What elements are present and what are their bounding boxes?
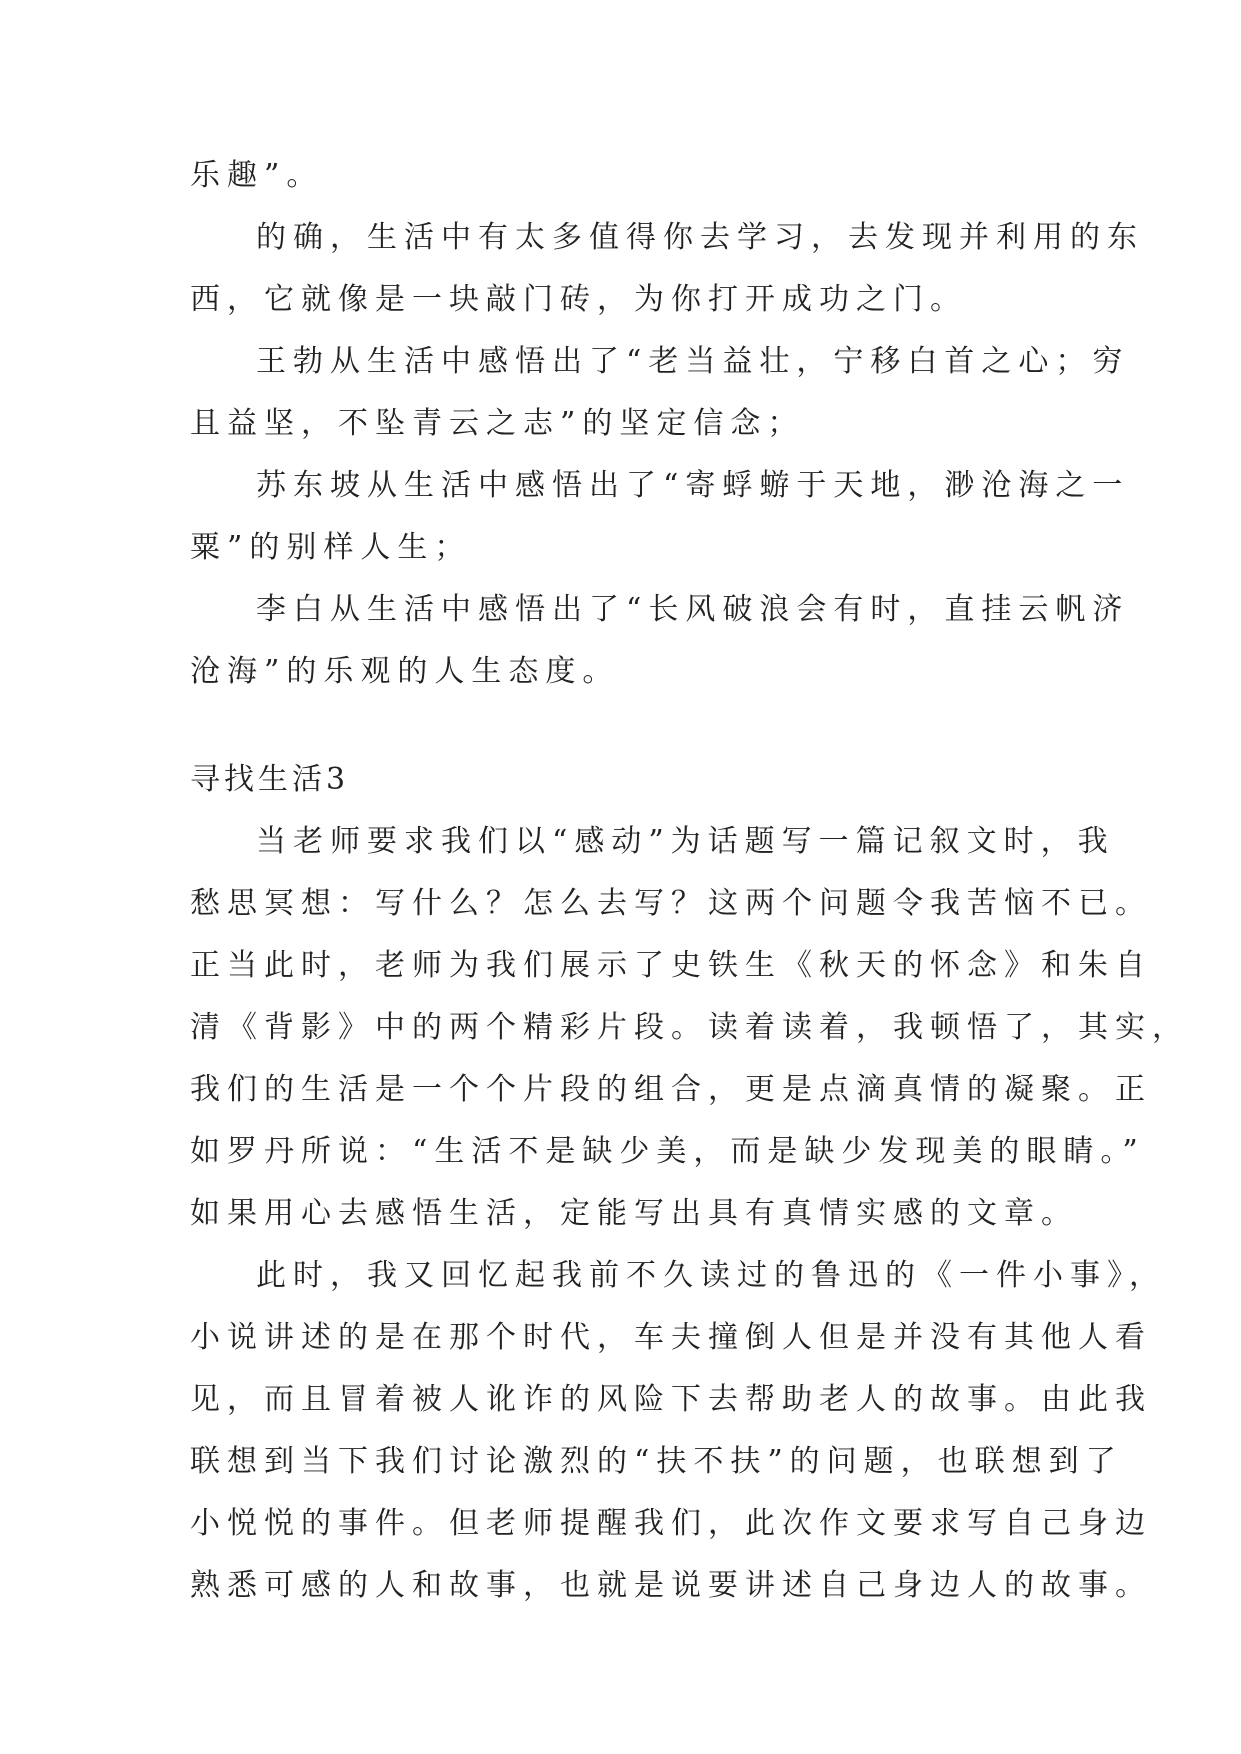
text-line: 西，它就像是一块敲门砖，为你打开成功之门。 (190, 282, 967, 317)
text-line: 当老师要求我们以“感动”为话题写一篇记叙文时，我 (256, 824, 1115, 859)
text-line: 王勃从生活中感悟出了“老当益壮，宁移白首之心；穷 (256, 344, 1130, 379)
text-line: 且益坚，不坠青云之志”的坚定信念； (190, 406, 805, 441)
text-line: 粟”的别样人生； (190, 530, 472, 565)
text-line: 如罗丹所说：“生活不是缺少美，而是缺少发现美的眼睛。” (190, 1134, 1145, 1169)
text-line: 小说讲述的是在那个时代，车夫撞倒人但是并没有其他人看 (190, 1320, 1152, 1355)
section-heading: 寻找生活3 (190, 762, 350, 797)
text-line: 见，而且冒着被人讹诈的风险下去帮助老人的故事。由此我 (190, 1382, 1152, 1417)
text-line: 乐趣”。 (190, 158, 324, 193)
text-line: 愁思冥想：写什么？怎么去写？这两个问题令我苦恼不已。 (190, 886, 1152, 921)
text-line: 沧海”的乐观的人生态度。 (190, 654, 620, 689)
text-line: 如果用心去感悟生活，定能写出具有真情实感的文章。 (190, 1196, 1078, 1231)
text-line: 我们的生活是一个个片段的组合，更是点滴真情的凝聚。正 (190, 1072, 1152, 1107)
text-line: 正当此时，老师为我们展示了史铁生《秋天的怀念》和朱自 (190, 948, 1152, 983)
text-line: 苏东坡从生活中感悟出了“寄蜉蝣于天地，渺沧海之一 (256, 468, 1130, 503)
text-line: 小悦悦的事件。但老师提醒我们，此次作文要求写自己身边 (190, 1506, 1152, 1541)
section-gap (190, 703, 1051, 749)
text-line: 联想到当下我们讨论激烈的“扶不扶”的问题，也联想到了 (190, 1444, 1123, 1479)
text-line: 此时，我又回忆起我前不久读过的鲁迅的《一件小事》， (256, 1258, 1166, 1293)
text-line: 清《背影》中的两个精彩片段。读着读着，我顿悟了，其实， (190, 1010, 1189, 1045)
document-page (190, 145, 1189, 1617)
text-line: 的确，生活中有太多值得你去学习，去发现并利用的东 (256, 220, 1144, 255)
text-line: 李白从生活中感悟出了“长风破浪会有时，直挂云帆济 (256, 592, 1130, 627)
text-line: 熟悉可感的人和故事，也就是说要讲述自己身边人的故事。 (190, 1568, 1152, 1603)
